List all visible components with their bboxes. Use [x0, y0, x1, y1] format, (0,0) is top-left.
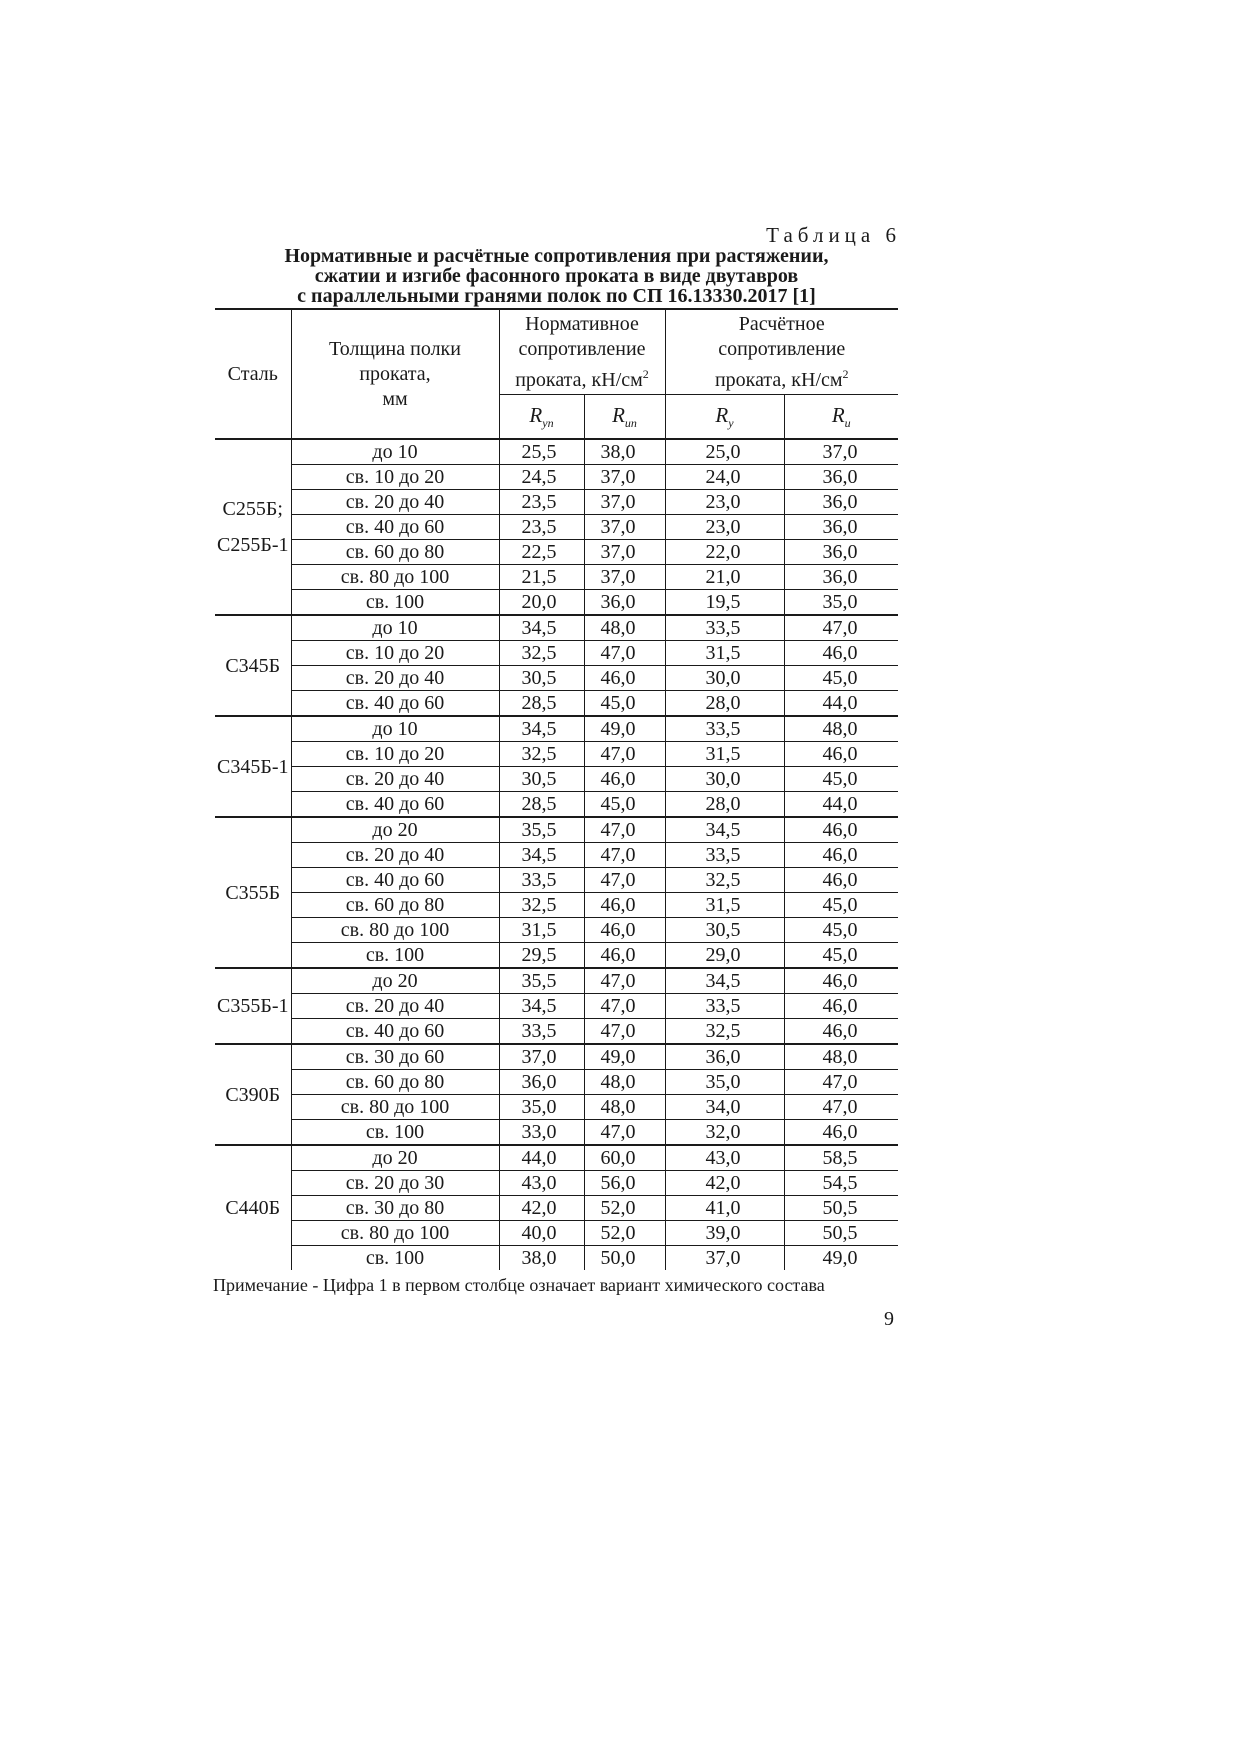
- header-steel: Сталь: [215, 309, 291, 439]
- document-page: [213, 222, 901, 1331]
- table-row: [215, 1221, 898, 1246]
- run-cell: 52,0: [584, 1221, 665, 1246]
- header-thickness-line: мм: [382, 387, 408, 410]
- thickness-cell: св. 20 до 40: [291, 767, 499, 792]
- thickness-cell: св. 30 до 60: [291, 1044, 499, 1070]
- thickness-cell: св. 30 до 80: [291, 1196, 499, 1221]
- ru-cell: 47,0: [784, 615, 898, 641]
- ryn-cell: 33,0: [499, 1120, 584, 1146]
- thickness-cell: св. 40 до 60: [291, 1019, 499, 1045]
- steel-grade-line: С355Б-1: [217, 995, 289, 1017]
- table-row: [215, 540, 898, 565]
- ry-cell: 29,0: [665, 943, 784, 969]
- ryn-cell: 33,5: [499, 868, 584, 893]
- ryn-cell: 29,5: [499, 943, 584, 969]
- thickness-cell: св. 20 до 40: [291, 490, 499, 515]
- table-row: [215, 994, 898, 1019]
- thickness-cell: св. 10 до 20: [291, 742, 499, 767]
- table-row: [215, 1044, 898, 1070]
- thickness-cell: св. 20 до 30: [291, 1171, 499, 1196]
- thickness-cell: св. 20 до 40: [291, 994, 499, 1019]
- thickness-cell: св. 40 до 60: [291, 868, 499, 893]
- ryn-cell: 25,5: [499, 439, 584, 465]
- ru-cell: 46,0: [784, 641, 898, 666]
- ryn-cell: 38,0: [499, 1246, 584, 1271]
- table-body: [215, 439, 898, 1270]
- ryn-cell: 20,0: [499, 590, 584, 616]
- ry-cell: 31,5: [665, 742, 784, 767]
- ru-cell: 46,0: [784, 742, 898, 767]
- ru-cell: 44,0: [784, 691, 898, 717]
- ry-cell: 31,5: [665, 641, 784, 666]
- ry-cell: 34,0: [665, 1095, 784, 1120]
- table-row: [215, 515, 898, 540]
- thickness-cell: св. 20 до 40: [291, 843, 499, 868]
- ru-cell: 47,0: [784, 1070, 898, 1095]
- table-row: [215, 792, 898, 818]
- thickness-cell: св. 100: [291, 1120, 499, 1146]
- run-cell: 47,0: [584, 994, 665, 1019]
- table-note: Примечание - Цифра 1 в первом столбце означает вариант химического состава: [213, 1275, 825, 1295]
- ryn-cell: 32,5: [499, 893, 584, 918]
- table-row: [215, 1246, 898, 1271]
- ryn-cell: 35,0: [499, 1095, 584, 1120]
- thickness-cell: св. 60 до 80: [291, 1070, 499, 1095]
- table-row: [215, 691, 898, 717]
- thickness-cell: св. 80 до 100: [291, 1221, 499, 1246]
- steel-grade-line: С390Б: [225, 1083, 281, 1106]
- table-row: [215, 666, 898, 691]
- run-cell: 37,0: [584, 490, 665, 515]
- thickness-cell: св. 40 до 60: [291, 792, 499, 818]
- thickness-cell: до 10: [291, 615, 499, 641]
- ryn-cell: 32,5: [499, 641, 584, 666]
- thickness-cell: св. 60 до 80: [291, 893, 499, 918]
- table-row: [215, 590, 898, 616]
- table-row: [215, 641, 898, 666]
- header-ryn: $R_{yn}$: [499, 395, 584, 440]
- ryn-cell: 37,0: [499, 1044, 584, 1070]
- run-cell: 49,0: [584, 1044, 665, 1070]
- steel-grade-line: С345Б: [225, 654, 281, 677]
- ryn-cell: 42,0: [499, 1196, 584, 1221]
- ry-cell: 21,0: [665, 565, 784, 590]
- table-row: [215, 1070, 898, 1095]
- table-row: [215, 767, 898, 792]
- run-cell: 37,0: [584, 565, 665, 590]
- ryn-cell: 30,5: [499, 767, 584, 792]
- header-calculated-line: проката, кН/см: [714, 368, 843, 391]
- title-line: с параллельными гранями полок по СП 16.13330.2017 [1]: [297, 285, 816, 307]
- run-cell: 47,0: [584, 1019, 665, 1045]
- thickness-cell: св. 10 до 20: [291, 641, 499, 666]
- ryn-cell: 23,5: [499, 515, 584, 540]
- ru-cell: 35,0: [784, 590, 898, 616]
- ru-cell: 45,0: [784, 767, 898, 792]
- run-cell: 46,0: [584, 767, 665, 792]
- run-cell: 46,0: [584, 943, 665, 969]
- table-row: [215, 439, 898, 465]
- ry-cell: 31,5: [665, 893, 784, 918]
- ry-cell: 22,0: [665, 540, 784, 565]
- ryn-cell: 31,5: [499, 918, 584, 943]
- table-row: [215, 1095, 898, 1120]
- ry-cell: 37,0: [665, 1246, 784, 1271]
- header-thickness-line: Толщина полки: [329, 337, 461, 360]
- title-line: сжатии и изгибе фасонного проката в виде двутавров: [314, 265, 799, 287]
- ryn-cell: 35,5: [499, 817, 584, 843]
- ru-cell: 44,0: [784, 792, 898, 818]
- ryn-cell: 43,0: [499, 1171, 584, 1196]
- ryn-cell: 28,5: [499, 691, 584, 717]
- header-normative-line: Нормативное: [525, 312, 639, 335]
- ry-cell: 25,0: [665, 439, 784, 465]
- ry-cell: 33,5: [665, 615, 784, 641]
- ryn-cell: 21,5: [499, 565, 584, 590]
- table-row: [215, 943, 898, 969]
- run-cell: 52,0: [584, 1196, 665, 1221]
- steel-grade-line: С345Б-1: [217, 755, 289, 778]
- ry-cell: 30,0: [665, 767, 784, 792]
- header-run: $R_{un}$: [584, 395, 665, 440]
- ru-cell: 58,5: [784, 1145, 898, 1171]
- ru-cell: 46,0: [784, 868, 898, 893]
- run-cell: 47,0: [584, 868, 665, 893]
- ryn-cell: 32,5: [499, 742, 584, 767]
- thickness-cell: св. 100: [291, 943, 499, 969]
- ru-cell: 45,0: [784, 666, 898, 691]
- header-normative: [499, 309, 665, 395]
- ru-cell: 49,0: [784, 1246, 898, 1271]
- run-cell: 37,0: [584, 465, 665, 490]
- table-row: [215, 742, 898, 767]
- header-calculated-line: Расчётное: [738, 312, 825, 335]
- thickness-cell: до 20: [291, 968, 499, 994]
- header-normative-line: проката, кН/см: [515, 368, 643, 391]
- superscript-2: 2: [842, 366, 849, 381]
- ru-cell: 48,0: [784, 716, 898, 742]
- table-row: [215, 893, 898, 918]
- ru-cell: 45,0: [784, 893, 898, 918]
- ry-cell: 34,5: [665, 968, 784, 994]
- ry-cell: 32,5: [665, 868, 784, 893]
- ryn-cell: 44,0: [499, 1145, 584, 1171]
- ry-cell: 23,0: [665, 490, 784, 515]
- steel-grade-line: С355Б: [225, 881, 281, 904]
- thickness-cell: до 10: [291, 439, 499, 465]
- run-cell: 47,0: [584, 843, 665, 868]
- table-label: Таблица 6: [766, 223, 901, 247]
- header-ry: $R_y$: [665, 395, 784, 440]
- ryn-cell: 22,5: [499, 540, 584, 565]
- ry-cell: 33,5: [665, 994, 784, 1019]
- run-cell: 46,0: [584, 893, 665, 918]
- ru-cell: 48,0: [784, 1044, 898, 1070]
- run-cell: 47,0: [584, 968, 665, 994]
- steel-grade-cell: [215, 716, 291, 817]
- ry-cell: 23,0: [665, 515, 784, 540]
- ryn-cell: 34,5: [499, 843, 584, 868]
- page-number: 9: [884, 1308, 894, 1330]
- thickness-cell: св. 80 до 100: [291, 918, 499, 943]
- ru-cell: 45,0: [784, 943, 898, 969]
- ry-cell: 33,5: [665, 716, 784, 742]
- table-row: [215, 565, 898, 590]
- thickness-cell: св. 60 до 80: [291, 540, 499, 565]
- steel-grade-line: С255Б-1: [217, 534, 289, 556]
- ry-cell: 30,0: [665, 666, 784, 691]
- table-row: [215, 1171, 898, 1196]
- steel-grade-cell: [215, 1145, 291, 1270]
- run-cell: 60,0: [584, 1145, 665, 1171]
- thickness-cell: св. 100: [291, 590, 499, 616]
- run-cell: 37,0: [584, 515, 665, 540]
- run-cell: 45,0: [584, 691, 665, 717]
- steel-grade-cell: [215, 1044, 291, 1145]
- ru-cell: 36,0: [784, 490, 898, 515]
- table-row: [215, 716, 898, 742]
- run-cell: 47,0: [584, 1120, 665, 1146]
- ryn-cell: 40,0: [499, 1221, 584, 1246]
- ryn-cell: 28,5: [499, 792, 584, 818]
- table-title: [215, 246, 898, 306]
- table-row: [215, 465, 898, 490]
- ru-cell: 36,0: [784, 565, 898, 590]
- thickness-cell: св. 40 до 60: [291, 515, 499, 540]
- thickness-cell: св. 80 до 100: [291, 1095, 499, 1120]
- ry-cell: 19,5: [665, 590, 784, 616]
- run-cell: 46,0: [584, 918, 665, 943]
- run-cell: 50,0: [584, 1246, 665, 1271]
- table-row: [215, 843, 898, 868]
- table-row: [215, 1019, 898, 1045]
- table-row: [215, 968, 898, 994]
- table-row: [215, 817, 898, 843]
- ry-cell: 32,0: [665, 1120, 784, 1146]
- table-row: [215, 1145, 898, 1171]
- ry-cell: 32,5: [665, 1019, 784, 1045]
- table-row: [215, 1196, 898, 1221]
- ry-cell: 39,0: [665, 1221, 784, 1246]
- table-row: [215, 868, 898, 893]
- header-thickness: [291, 309, 499, 439]
- thickness-cell: св. 100: [291, 1246, 499, 1271]
- ryn-cell: 35,5: [499, 968, 584, 994]
- run-cell: 49,0: [584, 716, 665, 742]
- header-calculated: [665, 309, 898, 395]
- ru-cell: 36,0: [784, 515, 898, 540]
- run-cell: 47,0: [584, 641, 665, 666]
- header-calculated-line: сопротивление: [718, 337, 846, 360]
- ru-cell: 36,0: [784, 540, 898, 565]
- ru-cell: 54,5: [784, 1171, 898, 1196]
- steel-grade-cell: [215, 968, 291, 1044]
- ry-cell: 30,5: [665, 918, 784, 943]
- table-row: [215, 490, 898, 515]
- table-row: [215, 615, 898, 641]
- steel-grade-cell: [215, 615, 291, 716]
- ryn-cell: 23,5: [499, 490, 584, 515]
- ru-cell: 45,0: [784, 918, 898, 943]
- thickness-cell: св. 20 до 40: [291, 666, 499, 691]
- ru-cell: 46,0: [784, 994, 898, 1019]
- run-cell: 56,0: [584, 1171, 665, 1196]
- thickness-cell: до 10: [291, 716, 499, 742]
- ryn-cell: 30,5: [499, 666, 584, 691]
- header-thickness-line: проката,: [359, 362, 431, 385]
- ru-cell: 47,0: [784, 1095, 898, 1120]
- steel-grade-cell: [215, 439, 291, 615]
- ry-cell: 36,0: [665, 1044, 784, 1070]
- run-cell: 48,0: [584, 1070, 665, 1095]
- ryn-cell: 34,5: [499, 716, 584, 742]
- thickness-cell: св. 80 до 100: [291, 565, 499, 590]
- steel-grade-line: С255Б;: [222, 498, 283, 520]
- ru-cell: 46,0: [784, 1019, 898, 1045]
- ru-cell: 37,0: [784, 439, 898, 465]
- thickness-cell: св. 40 до 60: [291, 691, 499, 717]
- run-cell: 48,0: [584, 1095, 665, 1120]
- run-cell: 46,0: [584, 666, 665, 691]
- ry-cell: 34,5: [665, 817, 784, 843]
- steel-grade-cell: [215, 817, 291, 968]
- ru-cell: 46,0: [784, 843, 898, 868]
- header-normative-line: сопротивление: [518, 337, 646, 360]
- thickness-cell: св. 10 до 20: [291, 465, 499, 490]
- ry-cell: 42,0: [665, 1171, 784, 1196]
- ru-cell: 46,0: [784, 1120, 898, 1146]
- ry-cell: 24,0: [665, 465, 784, 490]
- ryn-cell: 34,5: [499, 994, 584, 1019]
- ry-cell: 28,0: [665, 792, 784, 818]
- header-ru: $R_u$: [784, 395, 898, 440]
- ry-cell: 43,0: [665, 1145, 784, 1171]
- run-cell: 47,0: [584, 742, 665, 767]
- title-line: Нормативные и расчётные сопротивления при растяжении,: [284, 245, 829, 267]
- ru-cell: 36,0: [784, 465, 898, 490]
- ru-cell: 50,5: [784, 1196, 898, 1221]
- superscript-2: 2: [642, 366, 649, 381]
- table-row: [215, 918, 898, 943]
- run-cell: 36,0: [584, 590, 665, 616]
- steel-grade-line: С440Б: [225, 1197, 281, 1219]
- table-row: [215, 1120, 898, 1146]
- thickness-cell: до 20: [291, 817, 499, 843]
- resistance-table: [215, 308, 898, 1270]
- ry-cell: 41,0: [665, 1196, 784, 1221]
- ru-cell: 46,0: [784, 968, 898, 994]
- run-cell: 45,0: [584, 792, 665, 818]
- run-cell: 38,0: [584, 439, 665, 465]
- thickness-cell: до 20: [291, 1145, 499, 1171]
- ru-cell: 50,5: [784, 1221, 898, 1246]
- ryn-cell: 34,5: [499, 615, 584, 641]
- ru-cell: 46,0: [784, 817, 898, 843]
- ry-cell: 35,0: [665, 1070, 784, 1095]
- ryn-cell: 33,5: [499, 1019, 584, 1045]
- run-cell: 48,0: [584, 615, 665, 641]
- run-cell: 47,0: [584, 817, 665, 843]
- run-cell: 37,0: [584, 540, 665, 565]
- ry-cell: 28,0: [665, 691, 784, 717]
- ry-cell: 33,5: [665, 843, 784, 868]
- ryn-cell: 36,0: [499, 1070, 584, 1095]
- ryn-cell: 24,5: [499, 465, 584, 490]
